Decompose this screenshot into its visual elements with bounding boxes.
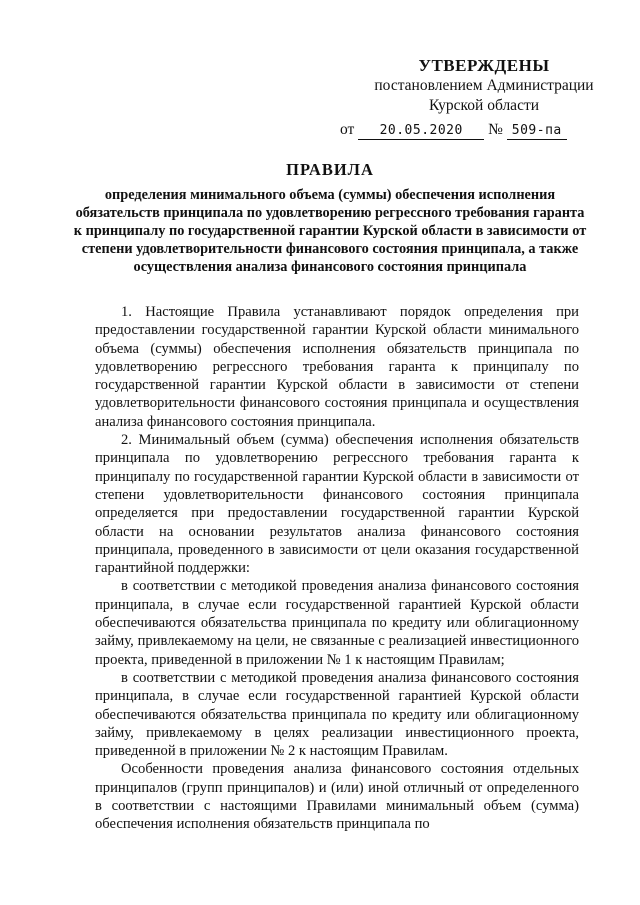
paragraph-1: 1. Настоящие Правила устанавливают порядок определения при предоставлении государственной гарантии Курской области минимального объема (суммы) обеспечения исполнения обязательств принципала по удовлетворению регрессного требования гаранта к принципалу по государственной гарантии Курской области в зависимости от степени удовлетворительности финансового состояния принципала и осуществления анализа финансового состояния принципала. bbox=[95, 304, 579, 430]
approval-title: УТВЕРЖДЕНЫ bbox=[418, 56, 550, 75]
approval-date-row bbox=[340, 120, 600, 140]
approval-authority-line: постановлением Администрации bbox=[374, 77, 594, 94]
document-subtitle: определения минимального объема (суммы) обеспечения исполнения обязательств принципала по удовлетворению регрессного требования гаранта к принципалу по государственной гарантии Курской области в зависимости от степени удовлетворительности финансового состояния принципала, а также осуществления анализа финансового состояния принципала bbox=[73, 187, 587, 275]
paragraph-method-2: в соответствии с методикой проведения анализа финансового состояния принципала, в случае если государственной гарантией Курской области обеспечиваются обязательства принципала по кредиту или облигационному займу, привлекаемому в целях реализации инвестиционного проекта, приведенной в приложении № 2 к настоящим Правилам. bbox=[95, 669, 579, 760]
paragraph-method-1: в соответствии с методикой проведения анализа финансового состояния принципала, в случае если государственной гарантией Курской области обеспечиваются обязательства принципала по кредиту или облигационному займу, привлекаемому на цели, не связанные с реализацией инвестиционного проекта, приведенной в приложении № 1 к настоящим Правилам; bbox=[95, 578, 579, 668]
approval-region-line: Курской области bbox=[428, 97, 540, 114]
date-prefix: от bbox=[340, 121, 355, 138]
approval-stamp bbox=[340, 56, 600, 140]
document-body bbox=[95, 303, 579, 834]
approval-number: 509-па bbox=[507, 123, 567, 140]
approval-date: 20.05.2020 bbox=[358, 123, 484, 140]
number-prefix: № bbox=[488, 121, 503, 138]
paragraph-2: 2. Минимальный объем (сумма) обеспечения исполнения обязательств принципала по удовлетворению регрессного требования гаранта к принципалу по государственной гарантии Курской области в зависимости от степени удовлетворительности финансового состояния принципала определяется при предоставлении государственной гарантии Курской области на основании результатов анализа финансового состояния принципала, проведенного в зависимости от цели оказания государственной гарантийной поддержки: bbox=[95, 432, 579, 577]
document-title-block bbox=[70, 158, 590, 276]
paragraph-special-cases: Особенности проведения анализа финансового состояния отдельных принципалов (групп принципалов) и (или) иной отличный от определенного в соответствии с настоящими Правилами минимальный объем (сумма) обеспечения исполнения обязательств принципала по bbox=[95, 761, 579, 833]
document-title: ПРАВИЛА bbox=[286, 160, 374, 179]
